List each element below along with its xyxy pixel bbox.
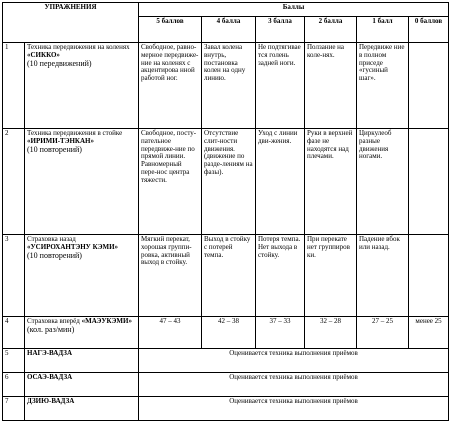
exercise-name: «МАЭУКЭМИ» [81,317,132,325]
value-1: 27 – 25 [357,317,409,349]
value-3: 37 – 33 [256,317,305,349]
scoring-table [2,2,449,421]
exercise-name: «ИРИМИ-ТЭНКАН» [27,136,94,145]
criteria-0 [409,235,449,317]
table-row [3,43,449,129]
exercise-name: «СИККО» [27,50,60,59]
criteria-4: Выход в стойку с потерей темпа. [202,235,256,317]
technique-title: ОСАЭ-ВАДЗА [25,373,139,397]
table-row [3,397,449,421]
criteria-1: Падение вбок или назад. [357,235,409,317]
score-col-2: 2 балла [305,17,357,43]
score-col-1: 1 балл [357,17,409,43]
exercise-cell [25,43,139,129]
exercise-cell [25,129,139,235]
criteria-4: Отсутствие слит-ности движения. (движение по разде-лениям на фазы). [202,129,256,235]
criteria-2: При перекате нет группиров ки. [305,235,357,317]
criteria-3: Уход с линии дви-жения. [256,129,305,235]
exercise-name: «УСИРОХАНТЭНУ КЭМИ» [27,242,119,251]
table-row [3,349,449,373]
table-row [3,235,449,317]
exercises-header: УПРАЖНЕНИЯ [3,3,139,43]
row-number: 7 [3,397,25,421]
header-row-top [3,3,449,17]
technique-note: Оценивается техника выполнения приёмов [139,373,449,397]
technique-note: Оценивается техника выполнения приёмов [139,349,449,373]
table-row [3,373,449,397]
exercise-note: (10 передвижений) [27,58,92,68]
exercise-title: Техника передвижения в стойке [27,129,123,137]
technique-note: Оценивается техника выполнения приёмов [139,397,449,421]
row-number: 4 [3,317,25,349]
exercise-title: Техника передвижения на коленях [27,43,130,51]
criteria-5: Мягкий перекат, хорошая группи-ровка, активный выход в стойку. [139,235,202,317]
technique-title: НАГЭ-ВАДЗА [25,349,139,373]
exercise-cell [25,235,139,317]
row-number: 5 [3,349,25,373]
table-row [3,129,449,235]
criteria-5: Свободное, посту-пательное передвиже-ние по прямой линии. Равномерный пере-нос центра тяжести. [139,129,202,235]
exercise-note: (10 повторений) [27,144,82,154]
criteria-1: Передвиже ние в полном приседе «гусиный шаг». [357,43,409,129]
criteria-3: Не подтягивае тся голень задней ноги. [256,43,305,129]
score-col-4: 4 балла [202,17,256,43]
technique-title: ДЗИЮ-ВАДЗА [25,397,139,421]
criteria-0 [409,129,449,235]
score-col-3: 3 балла [256,17,305,43]
score-col-0: 0 баллов [409,17,449,43]
criteria-3: Потеря темпа. Нет выхода в стойку. [256,235,305,317]
exercise-cell [25,317,139,349]
criteria-2: Руки в верхней фазе не находятся над плечами. [305,129,357,235]
value-2: 32 – 28 [305,317,357,349]
criteria-0 [409,43,449,129]
row-number: 6 [3,373,25,397]
criteria-2: Ползание на коле-нях. [305,43,357,129]
exercise-title: Страховка вперёд [27,317,82,325]
criteria-1: Циркулеоб разные движения ногами. [357,129,409,235]
scores-header: Баллы [139,3,449,17]
exercise-title: Страховка назад [27,235,76,243]
table-row [3,317,449,349]
exercise-note: (кол. раз/мин) [27,324,75,334]
score-col-5: 5 баллов [139,17,202,43]
criteria-4: Завал колена внутрь, постановка колен на одну линию. [202,43,256,129]
value-4: 42 – 38 [202,317,256,349]
row-number: 1 [3,43,25,129]
value-0: менее 25 [409,317,449,349]
row-number: 3 [3,235,25,317]
criteria-5: Свободное, равно-мерное передвиже-ние на коленях с акцентирова нной работой ног. [139,43,202,129]
exercise-note: (10 повторений) [27,250,82,260]
row-number: 2 [3,129,25,235]
value-5: 47 – 43 [139,317,202,349]
